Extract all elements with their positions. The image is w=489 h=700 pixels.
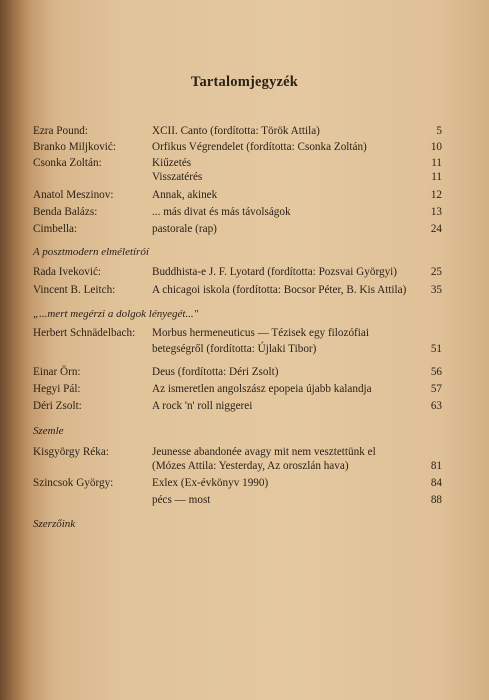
toc-author: Branko Miljković: bbox=[33, 141, 116, 153]
toc-page: 81 bbox=[430, 460, 442, 472]
toc-page: 25 bbox=[430, 266, 442, 278]
toc-work: (Mózes Attila: Yesterday, Az oroszlán hava) bbox=[152, 460, 349, 472]
toc-page: 24 bbox=[430, 223, 442, 235]
toc-work: A chicagoi iskola (fordította: Bocsor Péter, B. Kis Attila) bbox=[152, 284, 407, 296]
toc-author: Kisgyörgy Réka: bbox=[33, 446, 109, 458]
toc-work: ... más divat és más távolságok bbox=[152, 206, 291, 218]
toc-page: 10 bbox=[430, 141, 442, 153]
toc-page: 88 bbox=[430, 494, 442, 506]
toc-page: 35 bbox=[430, 284, 442, 296]
toc-page: 5 bbox=[436, 125, 442, 137]
toc-author: Einar Örn: bbox=[33, 366, 81, 378]
toc-work: Exlex (Ex-évkönyv 1990) bbox=[152, 477, 269, 489]
toc-author: Hegyi Pál: bbox=[33, 383, 81, 395]
toc-work: betegségről (fordította: Újlaki Tibor) bbox=[152, 343, 317, 355]
toc-work: Jeunesse abandonée avagy mit nem vesztettünk el bbox=[152, 446, 376, 458]
toc-page: 11 bbox=[431, 157, 442, 169]
section-heading: Szemle bbox=[33, 425, 64, 437]
toc-page: 12 bbox=[430, 189, 442, 201]
toc-author: Szincsok György: bbox=[33, 477, 114, 489]
toc-page: 51 bbox=[430, 343, 442, 355]
toc-page: 84 bbox=[430, 477, 442, 489]
toc-work: Morbus hermeneuticus — Tézisek egy filozófiai bbox=[152, 327, 369, 339]
toc-work: Visszatérés bbox=[152, 171, 203, 183]
toc-work: Annak, akinek bbox=[152, 189, 218, 201]
toc-author: Csonka Zoltán: bbox=[33, 157, 102, 169]
toc-work: Orfikus Végrendelet (fordította: Csonka Zoltán) bbox=[152, 141, 367, 153]
section-heading: „...mert megérzi a dolgok lényegét..." bbox=[33, 308, 199, 320]
toc-page: 56 bbox=[430, 366, 442, 378]
toc-work: Az ismeretlen angolszász epopeia újabb kalandja bbox=[152, 383, 372, 395]
page-title: Tartalomjegyzék bbox=[190, 74, 299, 90]
toc-author: Déri Zsolt: bbox=[33, 400, 82, 412]
toc-work: XCII. Canto (fordította: Török Attila) bbox=[152, 125, 320, 137]
toc-work: pastorale (rap) bbox=[152, 223, 217, 235]
toc-author: Herbert Schnädelbach: bbox=[33, 327, 136, 339]
section-heading: A posztmodern elméletíróí bbox=[33, 246, 149, 258]
toc-work: Kiűzetés bbox=[152, 157, 192, 169]
toc-page: 11 bbox=[431, 171, 442, 183]
toc-work: Buddhista-e J. F. Lyotard (fordította: Pozsvai Györgyi) bbox=[152, 266, 397, 278]
toc-page: 13 bbox=[430, 206, 442, 218]
toc-author: Cimbella: bbox=[33, 223, 78, 235]
section-heading: Szerzőink bbox=[33, 518, 76, 530]
toc-work: A rock 'n' roll niggerei bbox=[152, 400, 253, 412]
toc-author: Rada Iveković: bbox=[33, 266, 102, 278]
toc-author: Vincent B. Leitch: bbox=[33, 284, 116, 296]
toc-page: 63 bbox=[430, 400, 442, 412]
toc-page: 57 bbox=[430, 383, 442, 395]
toc-work: Deus (fordította: Déri Zsolt) bbox=[152, 366, 279, 378]
toc-work: pécs — most bbox=[152, 494, 211, 506]
toc-author: Anatol Meszinov: bbox=[33, 189, 114, 201]
toc-author: Benda Balázs: bbox=[33, 206, 98, 218]
toc-author: Ezra Pound: bbox=[33, 125, 88, 137]
